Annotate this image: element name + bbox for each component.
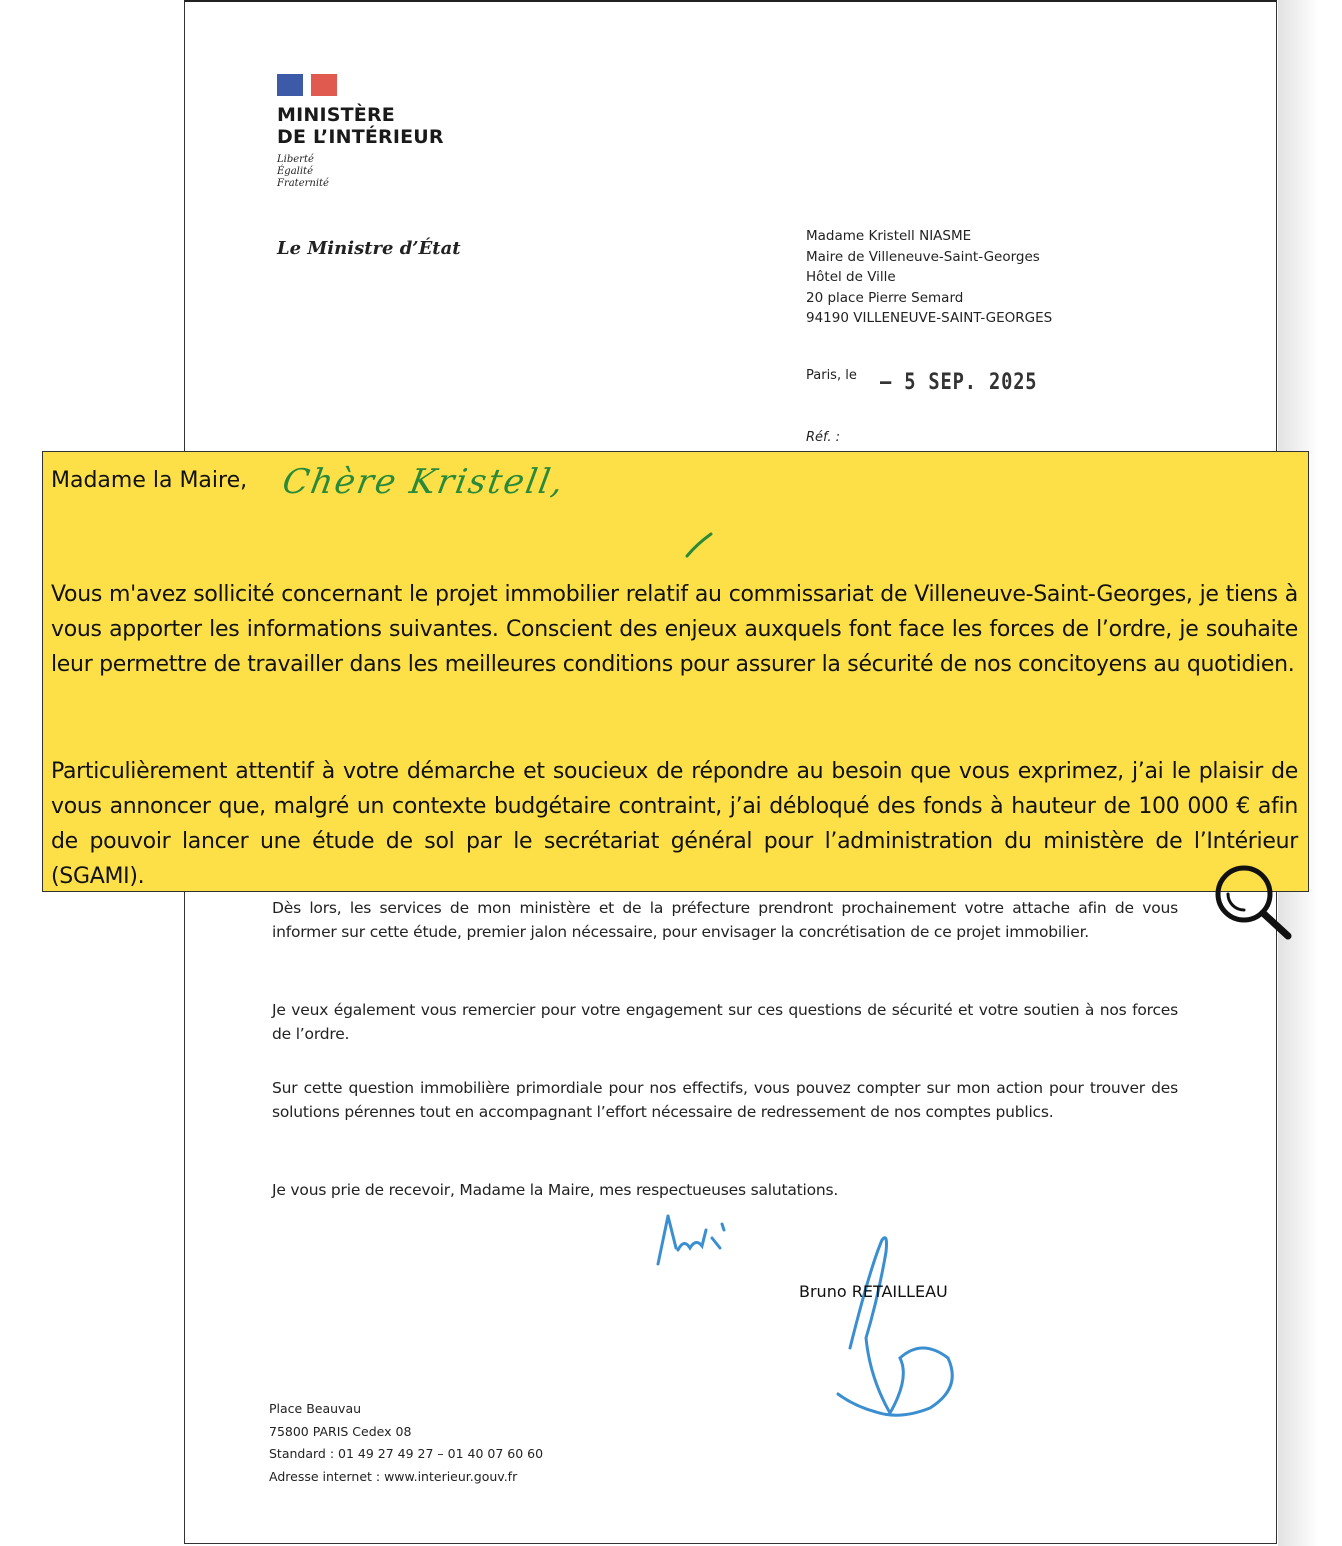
- recipient-role: Maire de Villeneuve-Saint-Georges: [806, 248, 1040, 265]
- paragraph-funding: Particulièrement attentif à votre démarche et soucieux de répondre au besoin que vous exprimez, j’ai le plaisir de vous annoncer que, malgré un contexte budgétaire contraint, j’ai débloqué des fonds à hauteur de 100 000 € afin de pouvoir lancer une étude de sol par le secrétariat général pour l’administration du ministère de l’Intérieur (SGAMI).: [51, 759, 1298, 889]
- handwritten-greeting: Chère Kristell,: [279, 462, 569, 502]
- footer-phone: Standard : 01 49 27 49 27 – 01 40 07 60 60: [269, 1446, 544, 1461]
- magnifier-icon[interactable]: [1210, 860, 1300, 950]
- recipient-street: 20 place Pierre Semard: [806, 289, 964, 306]
- paragraph-request: Vous m'avez sollicité concernant le projet immobilier relatif au commissariat de Villeneuve-Saint-Georges, je tiens à vous apporter les informations suivantes. Conscient des enjeux auxquels font face les forces de l’ordre, je souhaite leur permettre de travailler dans les meilleures conditions pour assurer la sécurité de nos concitoyens au quotidien.: [51, 582, 1298, 677]
- signature-stroke: [830, 1228, 970, 1428]
- footer-website: Adresse internet : www.interieur.gouv.fr: [269, 1468, 518, 1484]
- motto-fraternite: Fraternité: [277, 178, 329, 189]
- ministry-contact-footer: [269, 1398, 543, 1488]
- recipient-name: Madame Kristell NIASME: [806, 228, 972, 244]
- date-place: Paris, le: [806, 368, 857, 383]
- date-stamp: – 5 SEP. 2025: [880, 370, 1038, 395]
- republic-motto: [277, 154, 444, 190]
- sender-title: Le Ministre d’État: [277, 238, 461, 259]
- ministry-line-1: MINISTÈRE: [277, 104, 395, 126]
- paragraph-thanks: Je veux également vous remercier pour votre engagement sur ces questions de sécurité et votre soutien à nos forces de l’ordre.: [272, 1001, 1178, 1043]
- marianne-flag-icon: [277, 74, 339, 96]
- ministry-line-2: DE L’INTÉRIEUR: [277, 126, 444, 148]
- handwritten-note-amities: [650, 1208, 740, 1268]
- motto-egalite: Égalité: [277, 166, 313, 177]
- paragraph-next-steps: Dès lors, les services de mon ministère et de la préfecture prendront prochainement votre attache afin de vous informer sur cette étude, premier jalon nécessaire, pour envisager la concrétisation de ce projet immobilier.: [272, 899, 1178, 941]
- ministry-name: [277, 104, 444, 148]
- closing-formula: Je vous prie de recevoir, Madame la Maire, mes respectueuses salutations.: [272, 1181, 839, 1199]
- highlighted-excerpt: [42, 451, 1309, 892]
- salutation: Madame la Maire,: [51, 468, 248, 493]
- motto-liberte: Liberté: [277, 154, 314, 165]
- footer-city: 75800 PARIS Cedex 08: [269, 1423, 412, 1439]
- reference-label: Réf. :: [806, 430, 841, 445]
- paragraph-commitment: Sur cette question immobilière primordiale pour nos effectifs, vous pouvez compter sur mon action pour trouver des solutions pérennes tout en accompagnant l’effort nécessaire de redressement de nos comptes publics.: [272, 1079, 1178, 1121]
- recipient-city: 94190 VILLENEUVE-SAINT-GEORGES: [806, 310, 1053, 326]
- handwritten-comma-mark: [683, 530, 723, 560]
- signer-name: Bruno RETAILLEAU: [799, 1282, 948, 1301]
- ministry-logo: [277, 74, 444, 190]
- recipient-address: [806, 226, 1052, 329]
- footer-address: Place Beauvau: [269, 1401, 362, 1416]
- recipient-building: Hôtel de Ville: [806, 269, 896, 285]
